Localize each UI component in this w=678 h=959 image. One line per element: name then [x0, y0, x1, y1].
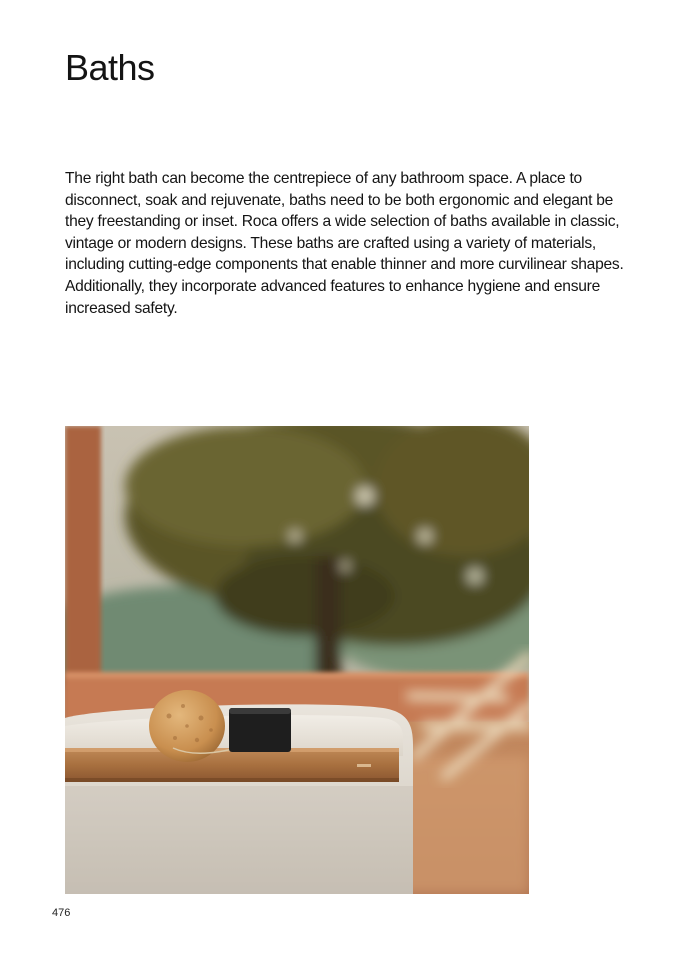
page-title: Baths [65, 47, 155, 88]
bath-photo [65, 426, 529, 894]
intro-paragraph: The right bath can become the centrepiece of any bathroom space. A place to disconnect, soak and rejuvenate, baths need to be both ergonomic and elegant be they freestanding or inset. Roca offers a wide selection of baths available in classic, vintage or modern designs. These baths are crafted using a variety of materials, including cutting-edge components that enable thinner and more curvilinear shapes. Additionally, they incorporate advanced features to enhance hygiene and ensure increased safety. [65, 170, 624, 317]
page-number: 476 [52, 907, 71, 919]
